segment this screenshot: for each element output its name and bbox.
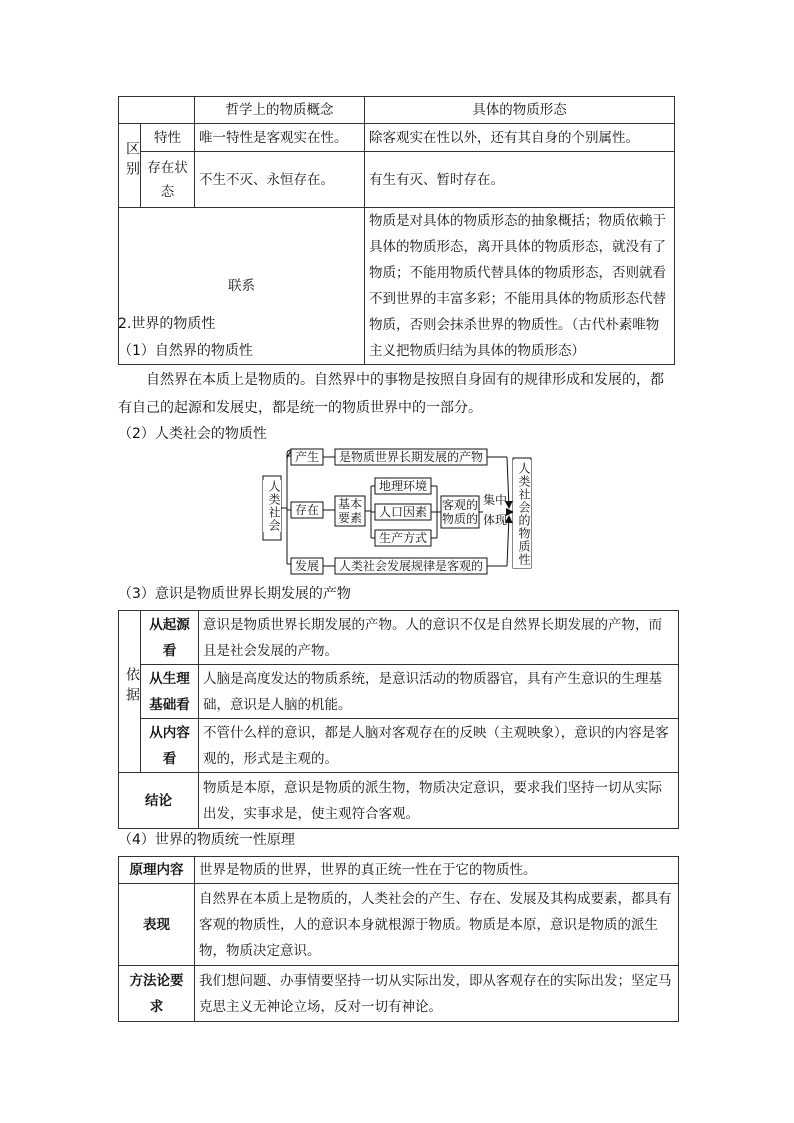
row-label-yuanli: 原理内容 bbox=[119, 857, 195, 884]
jizhong-line-2: 体现 bbox=[482, 513, 508, 527]
biaoxian-text: 自然界在本质上是物质的，人类社会的产生、存在、发展及其构成要素，都具有客观的物质性，人的意识本身就根源于物质。物质是本原，意识是物质的派生物，物质决定意识。 bbox=[195, 884, 679, 966]
fazhan-text: 人类社会发展规律是客观的 bbox=[338, 559, 484, 573]
row-label-fangfalun: 方法论要求 bbox=[119, 966, 195, 1022]
section-2-title: 2.世界的物质性 bbox=[118, 316, 216, 332]
keguan-line-2: 物质的 bbox=[441, 512, 479, 526]
table1-header-empty bbox=[119, 97, 195, 124]
element-renkou: 人口因素 bbox=[378, 505, 428, 519]
qubie-label: 区别 bbox=[124, 141, 140, 181]
yiju-cell bbox=[119, 611, 141, 773]
row-label-qiyuan: 从起源看 bbox=[141, 611, 199, 665]
material-unity-table bbox=[118, 856, 679, 1022]
yuanli-text: 世界是物质的世界，世界的真正统一性在于它的物质性。 bbox=[195, 857, 679, 884]
table1-header-concrete: 具体的物质形态 bbox=[365, 97, 675, 124]
cunzai-philosophical: 不生不灭、永恒存在。 bbox=[195, 152, 365, 208]
qubie-cell bbox=[119, 124, 141, 208]
neirong-text: 不管什么样的意识，都是人脑对客观存在的反映（主观映象），意识的内容是客观的，形式是主观的。 bbox=[199, 719, 679, 773]
element-dili: 地理环境 bbox=[378, 479, 428, 493]
fazhan-label: 发展 bbox=[294, 559, 320, 573]
consciousness-table bbox=[118, 610, 679, 829]
jielun-label: 结论 bbox=[119, 773, 199, 829]
fangfalun-text: 我们想问题、办事情要坚持一切从实际出发，即从客观存在的实际出发；坚定马克思主义无神论立场，反对一切有神论。 bbox=[195, 966, 679, 1022]
lianxi-label: 联系 bbox=[119, 208, 365, 365]
cunzai-label: 存在 bbox=[294, 503, 320, 517]
subsection-1-title: （1）自然界的物质性 bbox=[118, 343, 253, 359]
jiben-line-2: 要素 bbox=[337, 511, 363, 525]
subsection-2-title: （2）人类社会的物质性 bbox=[118, 426, 267, 442]
row-label-biaoxian: 表现 bbox=[119, 884, 195, 966]
lianxi-text: 物质是对具体的物质形态的抽象概括；物质依赖于具体的物质形态，离开具体的物质形态，就没有了物质；不能用物质代替具体的物质形态，否则就看不到世界的丰富多彩；不能用具体的物质形态代替物质，否则会抹杀世界的物质性。（古代朴素唯物主义把物质归结为具体的物质形态） bbox=[365, 208, 675, 365]
yiju-label: 依据 bbox=[124, 667, 140, 707]
element-shengchan: 生产方式 bbox=[378, 531, 428, 545]
subsection-1-text: 自然界在本质上是物质的。自然界中的事物是按照自身固有的规律形成和发展的，都有自己的起源和发展史，都是统一的物质世界中的一部分。 bbox=[118, 372, 664, 416]
jielun-text: 物质是本原，意识是物质的派生物，物质决定意识，要求我们坚持一切从实际出发，实事求是，使主观符合客观。 bbox=[199, 773, 679, 829]
chansheng-label: 产生 bbox=[294, 450, 320, 464]
diagram-right-label: 人类社会的物质性 bbox=[513, 460, 531, 568]
jizhong-line-1: 集中 bbox=[482, 493, 508, 507]
row-label-shengli: 从生理基础看 bbox=[141, 665, 199, 719]
subsection-4-title: （4）世界的物质统一性原理 bbox=[118, 832, 295, 848]
jiben-line-1: 基本 bbox=[337, 497, 363, 511]
row-label-texing: 特性 bbox=[141, 124, 195, 152]
subsection-3-title: （3）意识是物质世界长期发展的产物 bbox=[118, 586, 351, 602]
qiyuan-text: 意识是物质世界长期发展的产物。人的意识不仅是自然界长期发展的产物，而且是社会发展的产物。 bbox=[199, 611, 679, 665]
chansheng-text: 是物质世界长期发展的产物 bbox=[338, 450, 484, 464]
texing-concrete: 除客观实在性以外，还有其自身的个别属性。 bbox=[365, 124, 675, 152]
human-society-diagram bbox=[255, 446, 545, 578]
row-label-neirong: 从内容看 bbox=[141, 719, 199, 773]
keguan-line-1: 客观的 bbox=[441, 498, 479, 512]
row-label-cunzai: 存在状态 bbox=[141, 152, 195, 208]
shengli-text: 人脑是高度发达的物质系统，是意识活动的物质器官，具有产生意识的生理基础，意识是人脑的机能。 bbox=[199, 665, 679, 719]
table1-header-philosophical: 哲学上的物质概念 bbox=[195, 97, 365, 124]
diagram-left-label: 人类社会 bbox=[263, 480, 281, 532]
texing-philosophical: 唯一特性是客观实在性。 bbox=[195, 124, 365, 152]
cunzai-concrete: 有生有灭、暂时存在。 bbox=[365, 152, 675, 208]
